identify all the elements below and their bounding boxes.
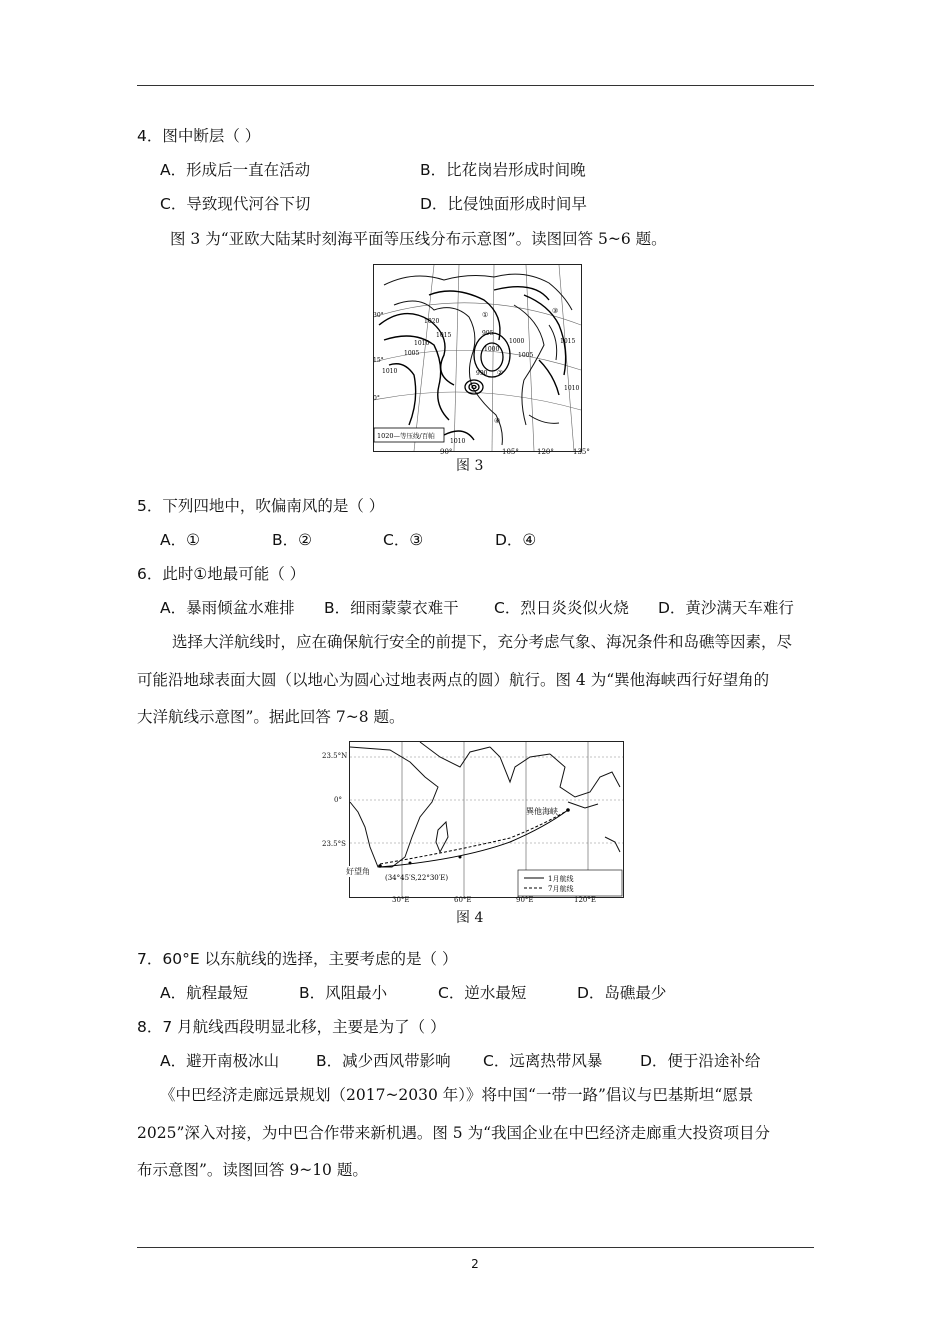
q6-option-b: B．细雨蒙蒙衣难干 bbox=[324, 599, 459, 617]
isobar-label: 990 bbox=[476, 370, 488, 377]
passage2-line-1: 选择大洋航线时，应在确保航行安全的前提下，充分考虑气象、海况条件和岛礁等因素，尽 bbox=[172, 633, 793, 651]
q5-option-a: A．① bbox=[160, 531, 200, 549]
isobar-label: 1010 bbox=[450, 438, 466, 445]
q5-option-b: B．② bbox=[272, 531, 313, 549]
marker-1: ① bbox=[482, 311, 489, 319]
fig3-caption: 图 3 bbox=[456, 458, 484, 474]
passage3-line-1: 《中巴经济走廊远景规划（2017~2030 年）》将中国“一带一路”倡议与巴基斯坦“愿景 bbox=[160, 1086, 754, 1104]
fig4-lon-90: 90°E bbox=[516, 896, 534, 904]
route-july bbox=[380, 810, 568, 864]
q8-option-b: B．减少西风带影响 bbox=[316, 1052, 451, 1070]
fig3-lon-135: 135° bbox=[573, 448, 590, 456]
isobar-label: 1010 bbox=[564, 385, 580, 392]
isobar-label: 1020 bbox=[424, 318, 440, 325]
isobar-label: 1015 bbox=[436, 332, 452, 339]
q5-option-d: D．④ bbox=[495, 531, 537, 549]
fig4-lat-n: 23.5°N bbox=[322, 752, 348, 760]
passage3-line-2: 2025”深入对接，为中巴合作带来新机遇。图 5 为“我国企业在中巴经济走廊重大投资项目分 bbox=[137, 1124, 771, 1142]
q8-option-a: A．避开南极冰山 bbox=[160, 1052, 280, 1070]
q4-option-a: A．形成后一直在活动 bbox=[160, 161, 311, 179]
q8-option-d: D．便于沿途补给 bbox=[640, 1052, 761, 1070]
fig3-legend: 1020—等压线/百帕 bbox=[377, 432, 435, 440]
fig4-lat-0: 0° bbox=[334, 796, 342, 804]
q6-option-a: A．暴雨倾盆水难排 bbox=[160, 599, 295, 617]
q6-option-c: C．烈日炎炎似火烧 bbox=[494, 599, 629, 617]
coord-label: (34°45′S,22°30′E) bbox=[385, 874, 449, 882]
passage2-line-2: 可能沿地球表面大圆（以地心为圆心过地表两点的圆）航行。图 4 为“巽他海峡西行好望角的 bbox=[137, 671, 770, 689]
legend-july: 7月航线 bbox=[548, 885, 574, 893]
passage3-line-3: 布示意图”。读图回答 9~10 题。 bbox=[137, 1161, 368, 1179]
marker-3: ③ bbox=[552, 307, 559, 315]
fig3-intro: 图 3 为“亚欧大陆某时刻海平面等压线分布示意图”。读图回答 5~6 题。 bbox=[170, 230, 667, 248]
fig3-lon-105: 105° bbox=[502, 448, 519, 456]
lat-label: 0° bbox=[373, 395, 380, 402]
lat-label: 30° bbox=[373, 312, 384, 319]
isobar-label: 1010 bbox=[414, 340, 430, 347]
pressure-map-svg bbox=[374, 265, 581, 451]
marker-2: ② bbox=[497, 369, 504, 377]
isobar-label: 995 bbox=[482, 330, 494, 337]
q5-option-c: C．③ bbox=[383, 531, 424, 549]
q8-stem: 8．7 月航线西段明显北移，主要是为了（ ） bbox=[137, 1018, 446, 1036]
strait-label: 巽他海峡 bbox=[526, 807, 558, 816]
route-map-svg bbox=[350, 742, 623, 897]
fig4-lon-30: 30°E bbox=[392, 896, 410, 904]
figure-4-map bbox=[349, 741, 624, 898]
q8-option-c: C．远离热带风暴 bbox=[483, 1052, 603, 1070]
q7-option-b: B．风阻最小 bbox=[299, 984, 388, 1002]
q7-stem: 7．60°E 以东航线的选择，主要考虑的是（ ） bbox=[137, 950, 458, 968]
q7-option-d: D．岛礁最少 bbox=[577, 984, 667, 1002]
fig3-lon-120: 120° bbox=[537, 448, 554, 456]
isobar-label: 1005 bbox=[518, 352, 534, 359]
header-rule bbox=[137, 85, 814, 86]
cape-label: 好望角 bbox=[346, 867, 370, 876]
isobar-label: 1015 bbox=[560, 338, 576, 345]
isobar-label: 1000 bbox=[484, 346, 500, 353]
q4-stem: 4．图中断层（ ） bbox=[137, 127, 261, 145]
fig4-lat-s: 23.5°S bbox=[322, 840, 346, 848]
q4-option-d: D．比侵蚀面形成时间早 bbox=[420, 195, 587, 213]
route-january bbox=[380, 810, 568, 867]
q6-stem: 6．此时①地最可能（ ） bbox=[137, 565, 306, 583]
q4-option-c: C．导致现代河谷下切 bbox=[160, 195, 311, 213]
passage2-line-3: 大洋航线示意图”。据此回答 7~8 题。 bbox=[137, 708, 405, 726]
footer-rule bbox=[137, 1247, 814, 1248]
figure-3-map bbox=[373, 264, 582, 452]
isobar-label: 1010 bbox=[382, 368, 398, 375]
q4-option-b: B．比花岗岩形成时间晚 bbox=[420, 161, 586, 179]
fig4-caption: 图 4 bbox=[456, 910, 484, 926]
legend-january: 1月航线 bbox=[548, 875, 574, 883]
lat-label: 15° bbox=[373, 357, 384, 364]
isobar-label: 1005 bbox=[404, 350, 420, 357]
page-number: 2 bbox=[471, 1257, 479, 1271]
q7-option-a: A．航程最短 bbox=[160, 984, 249, 1002]
fig3-lon-90: 90° bbox=[440, 448, 453, 456]
q6-option-d: D．黄沙满天车难行 bbox=[658, 599, 794, 617]
q7-option-c: C．逆水最短 bbox=[438, 984, 527, 1002]
fig4-lon-120: 120°E bbox=[574, 896, 596, 904]
marker-4: ④ bbox=[494, 417, 501, 425]
isobar-label: 1000 bbox=[509, 338, 525, 345]
q5-stem: 5．下列四地中，吹偏南风的是（ ） bbox=[137, 497, 385, 515]
fig4-lon-60: 60°E bbox=[454, 896, 472, 904]
